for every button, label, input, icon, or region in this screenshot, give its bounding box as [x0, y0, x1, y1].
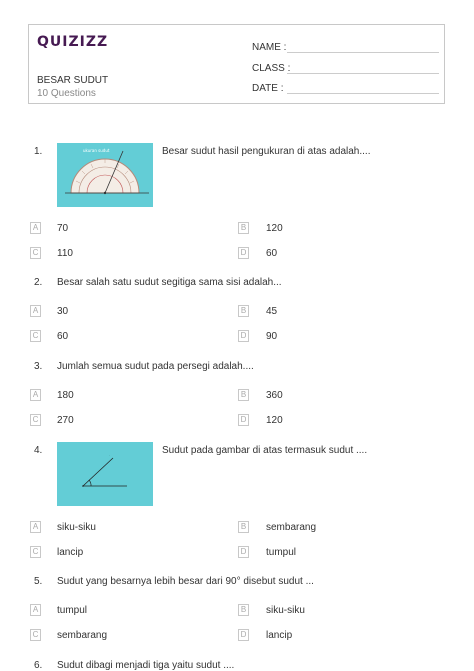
option-text[interactable]: 360 — [266, 390, 283, 401]
option-text[interactable]: 90 — [266, 331, 278, 342]
option-text[interactable]: sembarang — [57, 630, 108, 641]
quizizz-logo: QUIZIZZ — [37, 34, 109, 50]
option-letter[interactable]: D — [238, 546, 249, 558]
question-number: 5. — [34, 576, 43, 587]
option-letter[interactable]: B — [238, 305, 249, 317]
option-text[interactable]: 60 — [57, 331, 69, 342]
option-text[interactable]: 110 — [57, 248, 73, 259]
option-letter[interactable]: C — [30, 330, 41, 342]
option-text[interactable]: sembarang — [266, 522, 317, 533]
option-text[interactable]: tumpul — [57, 605, 88, 616]
question-number: 3. — [34, 361, 43, 372]
question-text: Jumlah semua sudut pada persegi adalah.... — [57, 361, 254, 372]
option-text[interactable]: 180 — [57, 390, 74, 401]
svg-text:·: · — [109, 453, 110, 457]
option-text[interactable]: tumpul — [266, 547, 297, 558]
question-text: Sudut pada gambar di atas termasuk sudut .... — [162, 445, 368, 456]
name-label: NAME : — [252, 42, 287, 53]
protractor-image — [57, 143, 153, 207]
option-text[interactable]: 270 — [57, 415, 74, 426]
option-letter[interactable]: B — [238, 604, 249, 616]
option-letter[interactable]: A — [30, 222, 41, 234]
question-text: Besar salah satu sudut segitiga sama sisi adalah... — [57, 277, 282, 288]
option-text[interactable]: 60 — [266, 248, 278, 259]
date-label: DATE : — [252, 83, 284, 94]
question-count: 10 Questions — [37, 88, 96, 99]
question-text: Besar sudut hasil pengukuran di atas adalah.... — [162, 146, 371, 157]
option-text[interactable]: lancip — [57, 547, 84, 558]
option-text[interactable]: 30 — [57, 306, 69, 317]
option-text[interactable]: 120 — [266, 415, 283, 426]
option-letter[interactable]: A — [30, 604, 41, 616]
date-line — [287, 93, 439, 94]
option-letter[interactable]: D — [238, 629, 249, 641]
svg-text:ukuran sudut: ukuran sudut — [83, 148, 110, 153]
question-number: 2. — [34, 277, 43, 288]
option-letter[interactable]: C — [30, 546, 41, 558]
option-text[interactable]: 45 — [266, 306, 278, 317]
option-letter[interactable]: C — [30, 247, 41, 259]
angle-image — [57, 442, 153, 506]
option-letter[interactable]: C — [30, 629, 41, 641]
option-letter[interactable]: D — [238, 330, 249, 342]
question-number: 4. — [34, 445, 43, 456]
class-line — [287, 73, 439, 74]
option-letter[interactable]: C — [30, 414, 41, 426]
option-text[interactable]: siku-siku — [266, 605, 305, 616]
name-line — [287, 52, 439, 53]
option-letter[interactable]: B — [238, 389, 249, 401]
question-number: 6. — [34, 660, 43, 671]
option-text[interactable]: 70 — [57, 223, 69, 234]
option-letter[interactable]: B — [238, 521, 249, 533]
option-letter[interactable]: D — [238, 247, 249, 259]
question-text: Sudut yang besarnya lebih besar dari 90° disebut sudut ... — [57, 576, 314, 587]
worksheet-title: BESAR SUDUT — [37, 75, 109, 86]
option-letter[interactable]: D — [238, 414, 249, 426]
option-letter[interactable]: A — [30, 305, 41, 317]
class-label: CLASS : — [252, 63, 291, 74]
question-text: Sudut dibagi menjadi tiga yaitu sudut .... — [57, 660, 235, 671]
option-text[interactable]: 120 — [266, 223, 283, 234]
option-letter[interactable]: A — [30, 521, 41, 533]
option-text[interactable]: lancip — [266, 630, 293, 641]
option-text[interactable]: siku-siku — [57, 522, 96, 533]
worksheet-header — [28, 24, 445, 104]
question-number: 1. — [34, 146, 43, 157]
option-letter[interactable]: B — [238, 222, 249, 234]
option-letter[interactable]: A — [30, 389, 41, 401]
